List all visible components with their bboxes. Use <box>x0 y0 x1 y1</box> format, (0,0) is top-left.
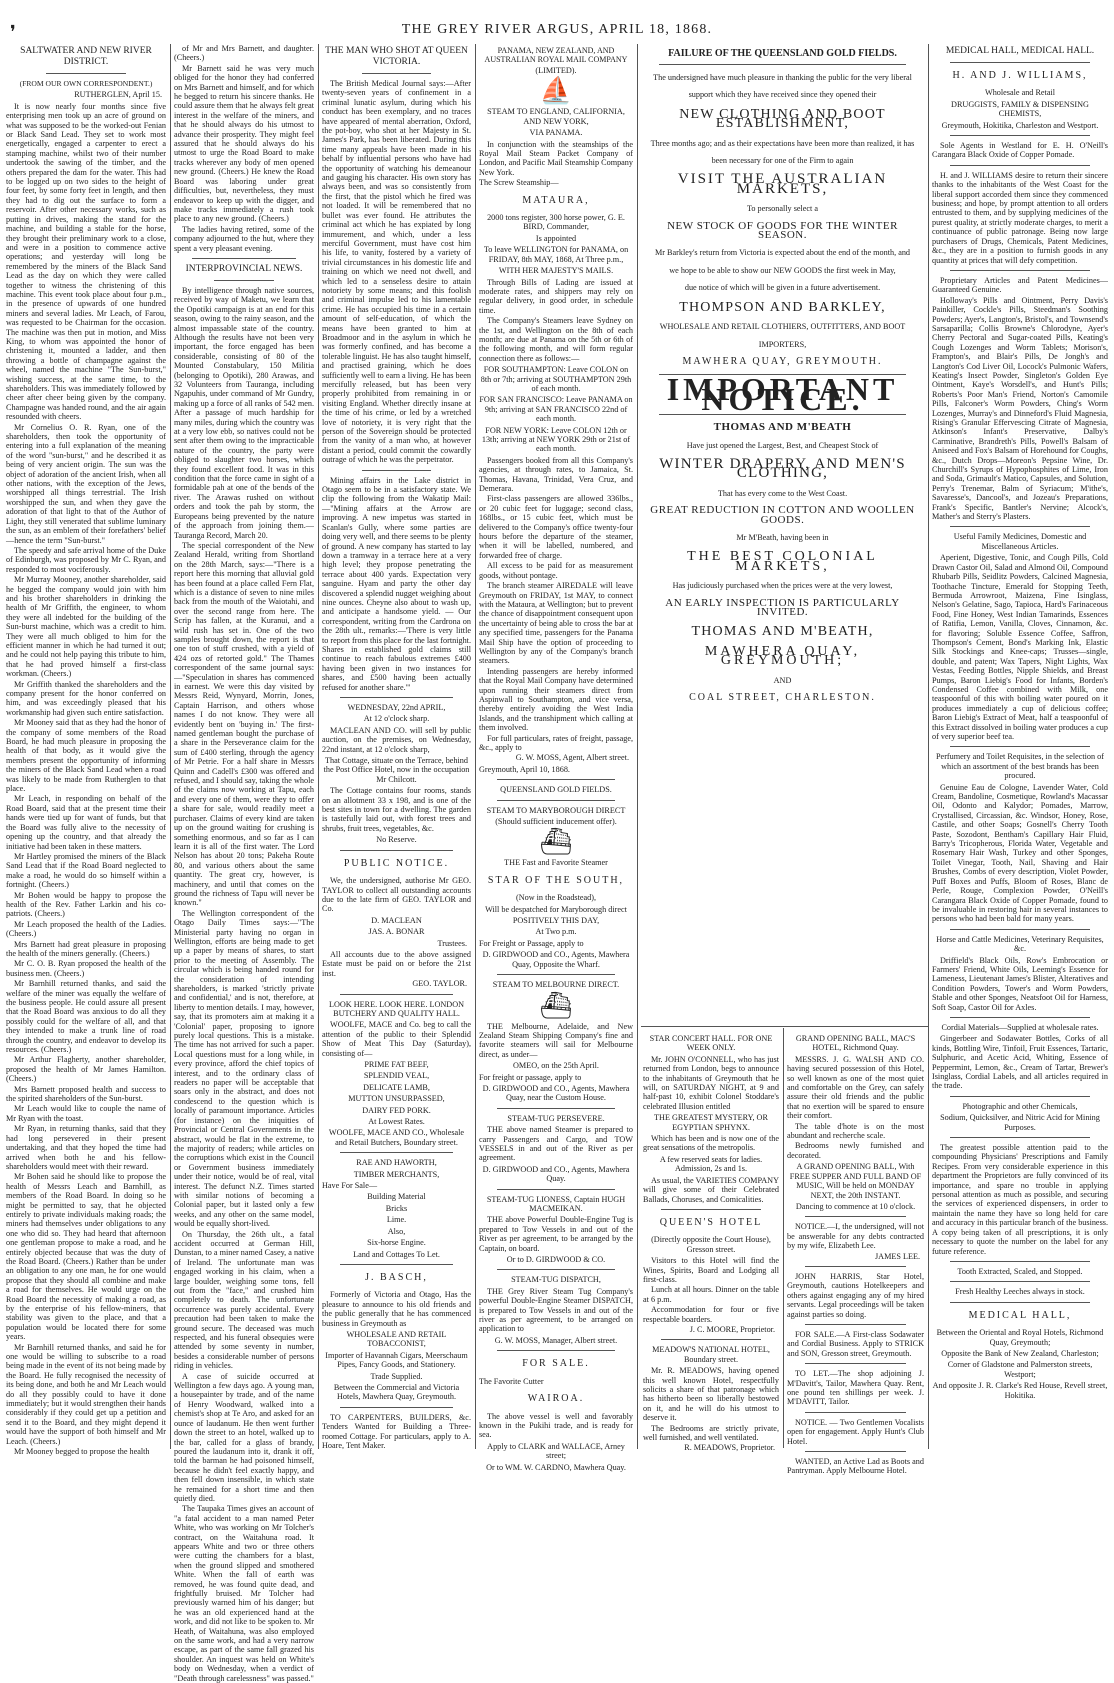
divider <box>950 1017 1090 1018</box>
paragraph: In conjunction with the steamships of the Royal Mail Steam Packet Company of London, and Pacific Mail Steamship Company New York. <box>479 139 633 177</box>
sale-ad: FOR SALE.—A First-class Sodawater and Cordial Business. Apply to STRICK and SON, Gresson street, Greymouth. <box>787 1329 924 1358</box>
paragraph: Aperient, Digestive, Tonic, and Cough Pills, Cold Drawn Castor Oil, Salad and Almond Oil, Compound Rhubarb Pills, Seidlitz Powders, Calcined Magnesia, Toothache Tincture, Emerald for Stopping Teeth, Bermuda Arrowroot, Maizena, Fine Isinglass, Nelson's Gelatine, Sago, Tapioca, Hard's Farinaceous Food, Fine Honey, West Indian Tamarinds, Essences of Ratifia, Lemon, Vanilla, Cloves, Cinnamon, &c. for flavoring; Soluble Essence Coffee, Saffron, Thompson's Cement, Bond's Marking Ink, Elastic Silk Stockings and Knee-caps; Trusses—single, double, and patent; Wax Tapers, Night Lights, Wax Vestas, Feeding Bottles, Nipple Shields, and Breast Pumps, Baron Liebig's Food for Infants, Borden's Condensed Coffee combined with Milk, one teaspoonful of this with boiling water poured on it produces immediately a cup of delicious coffee; Baron Liebig's Extract of Meat, half a teaspoonful of this Extract dissolved in boiling water produces a cup of very superior beef tea. <box>932 553 1108 741</box>
article-heading: INTERPROVINCIAL NEWS. <box>185 263 303 274</box>
section-title: STEAM-TUG LIONESS, Captain HUGH MACMEIKAN. <box>486 1194 626 1213</box>
screw-label: The Screw Steamship— <box>479 178 559 188</box>
ship-icon: ⛵ <box>539 76 573 106</box>
notice-ad: NOTICE. — Two Gentlemen Vocalists open for engagement. Apply Hunt's Club Hotel. <box>787 1417 924 1446</box>
paragraph: THE Grey River Steam Tug Company's powerful Double-Engine Steamer DISPATCH, is prepared to Tow Vessels in and out of the river as per agreement, to be arranged on application to <box>479 1286 633 1334</box>
paragraph: Which has been and is now one of the great sensations of the metropolis. <box>643 1134 779 1153</box>
ship-icon: ⛴ <box>539 827 573 857</box>
divider <box>497 974 615 975</box>
butchery-item: DAIRY FED PORK. <box>362 1105 431 1115</box>
byline: (FROM OUR OWN CORRESPONDENT.) <box>19 79 153 88</box>
important-notice: IMPORTANT NOTICE. <box>666 371 899 417</box>
basch-trade: WHOLESALE AND RETAIL TOBACCONIST, <box>346 1329 447 1349</box>
butchery-firm: WOOLFE, MACE AND CO., Wholesale and Retail Butchers, Boundary street. <box>328 1128 465 1147</box>
paragraph: The table d'hote is on the most abundant and recherche scale. <box>787 1121 924 1141</box>
column-bottom-right <box>787 1032 924 1476</box>
paragraph: Gingerbeer and Sodawater Bottles, Corks of all kinds, Bottling Wire, Tinfoil, Fruit Essences, Tartaric, Sulphuric, and Acetic Acid, Whiting, Essence of Peppermint, Lemon, &c., Cream of Tartar, Brewer's Isinglass, Cordial Labels, and all articles required in the trade. <box>932 1034 1108 1091</box>
timber-item: Building Material <box>367 1192 426 1202</box>
notice-trustees: Trustees. <box>437 938 467 948</box>
paragraph: Mr Barnhill returned thanks, and said he for one would be willing to subscribe to a road being made in the event of its not being made by the Board. He fully recognised the necessity of its being done, and both he and Mr Leach would do all they possibly could to have it done immediately; but it would strengthen their hands considerably if they could get up a petition and send it to the Board, and they might depend it would have the support of both himself and Mr Leach. (Cheers.) <box>6 1342 166 1446</box>
limited-note: (LIMITED). <box>535 66 577 75</box>
leave-note: To leave WELLINGTON for PANAMA, on FRIDAY, 8th MAY, 1868, At Three p.m., <box>483 245 629 264</box>
sale-reserve: No Reserve. <box>376 835 417 845</box>
basch-importer: Importer of Havannah Cigars, Meerschaum Pipes, Fancy Goods, and Stationery. <box>325 1350 468 1370</box>
divider <box>950 62 1090 63</box>
star-agent: D. GIRDWOOD and CO., Agents, Mawhera Quay, Opposite the Wharf. <box>482 950 630 969</box>
leeches-line: Fresh Healthy Leeches always in stock. <box>955 1287 1085 1297</box>
paragraph: The Bedrooms are strictly private, well furnished, and well ventilated. <box>643 1423 779 1443</box>
paragraph: THE above Powerful Double-Engine Tug is prepared to Tow Vessels in and out of the River as per agreement, to be arranged by the Captain, on board. <box>479 1215 633 1253</box>
divider <box>950 1281 1090 1282</box>
star-intro: THE Fast and Favorite Steamer <box>504 858 608 868</box>
paragraph: Mr Murray Mooney, another shareholder, said he begged the company would join with him and his brother shareholders in drinking the health of Mr Griffith, the engineer, to whom they were all indebted for the building of the Sun-burst machine, which was a credit to him. They were all much obliged to him for the efficient manner in which he had turned it out; and he could not help paying this tribute to him, that he had proved himself a first-class workman. (Cheers.) <box>6 575 166 679</box>
tug-agent: G. W. MOSS, Manager, Albert street. <box>494 1335 618 1345</box>
paragraph: Mr Ryan, in returning thanks, said that they had long persevered in their present undertaking, and that they hoped the time had arrived when both he and his fellow-shareholders would meet with their reward. <box>6 1124 166 1171</box>
three-line: Three months ago; and as their expectations have been more than realized, it has <box>650 138 915 148</box>
inspection-headline: AN EARLY INSPECTION IS PARTICULARLY INVITED. <box>665 596 900 618</box>
divider <box>641 1026 928 1027</box>
paragraph: The British Medical Journal says:—After twenty-seven years of confinement in a criminal lunatic asylum, during which his conduct has been exemplary, and no traces have appeared of mental aberration, Oxford, the pot-boy, who shot at her Majesty in St. James's Park, has been liberated. During this time many appeals have been made in his behalf by influential persons who have had the opportunity of watching his demeanour and gauging his character. His own story has always been, and was so consistently from the first, that the pistol which he fired was not loaded. It will be remembered that no bullet was ever found. He attributes the criminal act which he has expiated by long immurement, and which, under a less merciful Government, must have cost him his life, to vanity, fostered by a variety of trivial circumstances in his domestic life and training on which we need not dwell, and which led to a senseless desire to attain notoriety by some means; and this foolish and criminal impulse led to his lamentable crime. He has occupied his time in a certain amount of self-education, of which the means have been granted to him at Broadmoor and in the asylum in which he was formerly confined, and has become a tolerable linguist. He has also taught himself, and practised graining, which he does sufficiently well to earn a living. He has been mercifully released, but has been very properly prohibited from remaining in or visiting England. Whether directly insane at the time of his crime, or led by a wretched love of notoriety, it is very right that the person of the Sovereign should be protected from the vanity of a man who, at however distant a period, could commit the cowardly outrage of which he was the perpetrator. <box>322 79 471 465</box>
paragraph: Passengers booked from all this Company's agencies, at through rates, to Jamaica, St. Thomas, Havana, Trinidad, Vera Cruz, and Demerara. <box>479 455 633 494</box>
harris-ad: JOHN HARRIS, Star Hotel, Greymouth, cautions Hotelkeepers and others against engaging any of my hired servants. Legal proceedings will be taken against parties so doing. <box>787 1271 924 1319</box>
mystery-title: THE GREATEST MYSTERY, OR EGYPTIAN SPHYNX. <box>654 1113 768 1132</box>
intro-line: The undersigned have much pleasure in thanking the public for the very liberal <box>653 73 912 82</box>
address-line: MAWHERA QUAY, GREYMOUTH; <box>704 643 861 669</box>
omeo-note: OMEO, on the 25th April. <box>513 1061 599 1071</box>
divider <box>340 697 453 698</box>
route-sanfrancisco: FOR SAN FRANCISCO: Leave PANAMA on 9th; arriving at SAN FRANCISCO 22nd of each month. <box>479 395 633 424</box>
notice-body: We, the undersigned, authorise Mr GEO. TAYLOR to collect all outstanding accounts due to the late firm of GEO. TAYLOR and Co. <box>322 876 471 914</box>
paragraph: The Company's Steamers leave Sydney on the 1st, and Wellington on the 8th of each month; are due at Panama on the 5th or 6th of the following month, and will form regular connection there as follows:— <box>479 316 633 363</box>
ship-name: MATAURA, <box>522 194 590 206</box>
paragraph: All excess to be paid for as measurement goods, without pontage. <box>479 561 633 580</box>
divider <box>950 526 1090 527</box>
sale-time: At 12 o'clock sharp. <box>363 714 430 724</box>
paragraph: Mr Bohen would be happy to propose the health of the Rev. Father Larkin and his co-patriots. (Cheers.) <box>6 890 166 919</box>
timber-item: Six-horse Engine. <box>367 1238 426 1248</box>
wholesale-line: WHOLESALE AND RETAIL CLOTHIERS, OUTFITTERS, AND BOOT <box>659 322 906 332</box>
butchery-item: MUTTON UNSURPASSED, <box>348 1094 445 1104</box>
ship-icon: ⛴ <box>539 990 573 1020</box>
paragraph: Mr Leach, in responding on behalf of the Road Board, said that at the present time their hands were tied up for want of funds, but that the Board was fully alive to the necessity of opening up the country, and that already the initiative had been taken in these matters. <box>6 794 166 851</box>
star-apply: For Freight or Passage, apply to <box>479 938 584 948</box>
queens-title: QUEEN'S HOTEL <box>659 1216 763 1228</box>
divider <box>950 165 1090 166</box>
paragraph: Mr Griffith thanked the shareholders and the company present for the honor conferred on him, and was exceedingly pleased that his workmanship had given such entire satisfaction. <box>6 679 166 717</box>
appointed-note: Is appointed <box>535 233 577 243</box>
paragraph: Mr Barnhill returned thanks, and said the welfare of the miner was equally the welfare of the business people. He could assure all present that the Road Board was anxious to do all they possibly could for the welfare of all, and that they intended to make a trunk line of road through the country, and endeavor to develop its resources. (Cheers.) <box>6 979 166 1055</box>
sale-body: MACLEAN AND CO. will sell by public auction, on the premises, on Wednesday, 22nd instant, at 12 o'clock sharp, <box>322 725 471 754</box>
timber-forsale: Have For Sale— <box>322 1181 378 1191</box>
section-title: STEAM TO MELBOURNE DIRECT. <box>492 980 620 990</box>
steam-title: STEAM TO ENGLAND, CALIFORNIA, AND NEW YORK, <box>487 107 625 126</box>
paragraph: Mr Hartley promised the miners of the Black Sand Lead that if the Road Board neglected to make a road, he would do so himself within a fortnight. (Cheers.) <box>6 851 166 890</box>
butchery-item: SPLENDID VEAL, <box>363 1071 430 1081</box>
visit-headline: VISIT THE AUSTRALIAN MARKETS, <box>677 171 888 197</box>
personally: To personally select a <box>746 204 819 214</box>
drapery-headline: WINTER DRAPERY, AND MEN'S CLOTHING, <box>659 455 906 482</box>
butchery-item: DELICATE LAMB, <box>363 1082 430 1092</box>
dateline: Greymouth, April 10, 1868. <box>479 764 570 774</box>
section-title: Horse and Cattle Medicines, Veterinary Requisites, &c. <box>936 934 1104 954</box>
let-ad: TO LET.—The shop adjoining J. M'Davitt's, Tailor, Mawhera Quay. Rent, one pound ten shillings per week. J. M'DAVITT, Tailor. <box>787 1369 924 1407</box>
establishment: NEW CLOTHING AND BOOT ESTABLISHMENT, <box>679 106 886 132</box>
timber-item: Also, <box>387 1226 406 1236</box>
divider <box>950 135 1090 136</box>
wanted-ad: WANTED, an Active Lad as Boots and Pantryman. Apply Melbourne Hotel. <box>787 1457 924 1476</box>
section-title: Sodium, Quicksilver, and Nitric Acid for Mining Purposes. <box>940 1113 1100 1132</box>
paragraph: Mrs Barnett had great pleasure in proposing the health of the miners generally. (Cheers.) <box>6 939 166 958</box>
queens-sig: J. C. MOORE, Proprietor. <box>689 1324 775 1334</box>
paragraph: H. and J. WILLIAMS desire to return their sincere thanks to the inhabitants of the West Coast for the liberal support accorded them since they commenced business; and hope, by prompt attention to all orders entrusted to them, and by supplying medicines of the purest quality, at strictly moderate charges, to merit a continuance of public patronage. Being now large purchasers of Drugs, Chemicals, Patent Medicines, &c., they are in a position to furnish goods in any quantity at prices that will defy competition. <box>932 170 1108 265</box>
notice-signatory: GEO. TAYLOR. <box>412 979 467 989</box>
timber-sub: TIMBER MERCHANTS, <box>353 1169 440 1179</box>
section-title: Useful Family Medicines, Domestic and Miscellaneous Articles. <box>953 532 1087 551</box>
coal-line: COAL STREET, CHARLESTON. <box>689 692 876 704</box>
divider <box>362 73 431 74</box>
paragraph: Mr Leach proposed the health of the Ladies. (Cheers.) <box>6 919 166 939</box>
importers-line: IMPORTERS, <box>758 339 807 349</box>
star-sub: (Now in the Roadstead), <box>515 893 597 903</box>
route-newyork: FOR NEW YORK: Leave COLON 12th or 13th; arriving at NEW YORK 29th or 21st of each month. <box>481 425 631 454</box>
paragraph: The speedy and safe arrival home of the Duke of Edinburgh, was proposed by Mr C. Ryan, and responded to most vociferously. <box>6 545 166 574</box>
paragraph: THE Melbourne, Adelaide, and New Zealand Steam Shipping Company's fine and favorite steamers will sail for Melbourne direct, as under— <box>479 1021 633 1059</box>
section-title: Perfumery and Toilet Requisites, in the selection of which an assortment of the best brands has been procured. <box>936 752 1104 781</box>
paragraph: The greatest possible attention paid to the compounding Physicians' Prescriptions and Family Recipes. From very considerable experience in this department the Proprietors are fully convinced of its importance, and spare no trouble in applying personal attention as much as possible, and securing the services of experienced dispensers, in order to maintain the name they have so long held for care and accuracy in this particular branch of the business. A copy being taken of all prescriptions, it is only necessary to quote the number on the label for any future reference. <box>932 1143 1108 1256</box>
timber-item: Bricks <box>385 1203 408 1213</box>
divider <box>192 258 296 259</box>
firm-name: H. AND J. WILLIAMS, <box>952 70 1088 81</box>
paragraph: On Thursday, the 26th ult., a fatal accident occurred at German Hill, Dunstan, to a miner named Casey, a native of Ireland. The unfortunate man was engaged working in his claim, when a large boulder, weighing some tons, fell out from the "face," and crushed him completely to death. The unfortunate occurrence was purely accidental. Every precaution had been taken to make the ground secure. The deceased was much respected, and his funeral obsequies were attended by some seventy in number, besides a considerable number of persons riding in vehicles. <box>174 1229 314 1371</box>
divider <box>805 1412 906 1413</box>
divider <box>950 270 1090 271</box>
paragraph: Intending passengers are hereby informed that the Royal Mail Company have determined upon running their steamers direct from Aspinwall to Southampton, and vice versa, thereby entirely avoiding the West India Islands, and the transhipment which calling at them involved. <box>479 666 633 733</box>
sale-item: That Cottage, situate on the Terrace, behind the Post Office Hotel, now in the occupation Mr Chilcott. <box>323 756 470 784</box>
paragraph: Mr C. O. B. Ryan proposed the health of the business men. (Cheers.) <box>6 959 166 978</box>
column-rule <box>783 1028 784 1448</box>
paragraph: The Wellington correspondent of the Otago Daily Times says:—"The Ministerial party having no organ in Wellington, efforts are being made to get up a paper by means of shares, to start prior to the meeting of Assembly. The circular which is being handed round for the consideration of intending shareholders, is marked 'strictly private and confidential,' and is not, therefore, at liberty to mention details. I may, however, say, that its promoters aim at making it a 'Colonial' paper, proposing to ignore purely local questions. This is a mistake. The time has not arrived for such a paper. Local questions must for a long while, in every province, afford the chief topics of interest, and to the ordinary class of readers no paper will be acceptable that soars only in the abstract, and does not condescend to the question which is locally of paramount importance. Articles (for instance) on the iniquities of Provincial or Central Governments in the abstract, would be flat in the extreme, to the majority of readers; while articles on the corruptions which exist in the Council or Government business immediately under their notice, would be of real, vital interest. The defunct N.Z. Times started with similar notions of becoming a Colonial paper, but it lasted only a few weeks, and any other on the same model, would be equally short-lived. <box>174 908 314 1229</box>
divider <box>805 1266 906 1267</box>
via-note: VIA PANAMA. <box>529 128 583 138</box>
firm-name: THOMAS AND M'BEATH <box>713 421 852 434</box>
notice-title: PUBLIC NOTICE. <box>343 857 450 869</box>
paragraph: By intelligence through native sources, received by way of Maketu, we learn that the Opotiki campaign is at an end for this season, owing to the rainy season, and the almost impassable state of the country. Although the results have not been very important, the force engaged has been considerable, consisting of 80 of the Mounted Constabulary, 150 Militia (belonging to Opotiki), 280 Arawas, and 32 Volunteers from Tauranga, including Ngapuhis, under command of Mr Gundry, making up a force of all ranks of 542 men. After a passage of much hardship for many miles, during which the country was at a very low ebb, so natives could not be sent after them owing to the impracticable nature of the country, the party were obliged to slaughter two horses, which they found excellent food. It was in this condition that the force came in sight of a formidable pah at one of the bends of the river. The Arawas rushed on without orders and took the pah by storm, the Europeans being prevented by the nature of the approach from joining them.—Tauranga Record, March 20. <box>174 285 314 540</box>
newstock: NEW STOCK OF GOODS FOR THE WINTER SEASON. <box>667 219 898 242</box>
column-man-who-shot <box>322 44 471 1449</box>
paragraph: Mr Cornelius O. R. Ryan, one of the shareholders, then took the opportunity of entering into a full explanation of the meaning of the word "sun-burst," and he described it as being of very ancient origin. The sun was the object of adoration of the ancient Irish, when all other nations, with the exception of the Jews, worshipped all things terrestrial. The Irish worshipped the sun, and when they gave the adoration of that light to that of the Author of Light, they still venerated that sublime luminary the sun, as an emblem of their forefathers' belief—hence the term "Sun-burst." <box>6 422 166 545</box>
hall-address: Opposite the Bank of New Zealand, Charleston; <box>941 1348 1099 1358</box>
paragraph: Sole Agents in Westland for E. H. O'Neill's Carangara Black Oxide of Copper Pomade. <box>932 141 1108 160</box>
divider <box>340 1407 453 1408</box>
corner-mark: ❜ <box>10 22 16 42</box>
star-day: POSITIVELY THIS DAY, <box>512 916 600 926</box>
paragraph: Proprietary Articles and Patent Medicines—Guaranteed Genuine. <box>932 275 1108 295</box>
paragraph: The above vessel is well and favorably known in the Pukihi trade, and is ready for sea. <box>479 1411 633 1440</box>
medical-sub: Wholesale and Retail <box>984 88 1056 98</box>
paragraph: Holloway's Pills and Ointment, Perry Davis's Painkiller, Cockle's Pills, Steedman's Soothing Powders; Ayer's, Langton's, Bristol's, and Townsend's Sarsaparilla; Collis Browne's Chlorodyne, Ayer's Cherry Pectoral and Sugar-coated Pills, Keating's Cough Lozenges and Worm Tablets; Morison's, Frampton's, and Blair's Pills, De Jongh's and Langton's Cod Liver Oil, Locock's Pulmonic Wafers, Keating's Insect Powder, Singleton's Golden Eye Ointment, Kaye's Worsdell's, and Hunt's Pills; Roberts's Poor Man's Friend, Norton's Camomile Pills, Falconer's Worm Powders, Ching's Worm Lozenges, Murray's and Dinneford's Fluid Magnesia, Rising's Granular Effervescing Citrate of Magnesia, Atkinson's Infant's Preservative, Dalby's Carminative, Brandreth's Pills, Powell's Balsam of Aniseed and Fox's Balsam of Horehound for Coughs, &c., Dutch Drops—Moreon's Pepsine Wine, Dr. Churchill's Syrups of Hypophosphites of Lime, Iron and Soda, Grimault's Matico, Capsules, and Solution, Perry's Trenemar, Balm of Syriacum; M'ithe's, Savaresse's, Dancool's, and Jozeau's Preparations, Frank's Specific, Bantler's Nervine; Alcock's, Mather's and Sterry's Plasters. <box>932 295 1108 522</box>
divider <box>950 1302 1090 1303</box>
medical-sub: DRUGGISTS, FAMILY & DISPENSING CHEMISTS, <box>951 99 1089 119</box>
cutter-or: Or to WM. W. CARDNO, Mawhera Quay. <box>486 1462 626 1472</box>
paragraph: Mr. JOHN O'CONNELL, who has just returned from London, begs to announce to the inhabitants of Greymouth that he will, on SATURDAY NIGHT, at 9 and half-past 10, exhibit Colonel Stoddare's celebrated Illusion entitled <box>643 1054 779 1111</box>
hall-address: And opposite J. R. Clarke's Red House, Revell street, Hokitika. <box>932 1381 1108 1400</box>
notice-signatory: D. MACLEAN <box>371 915 422 925</box>
paragraph: As usual, the VARIETIES COMPANY will give some of their Celebrated Ballads, Choruses, and Comicalities. <box>643 1175 779 1204</box>
paragraph: Mr. R. MEADOWS, having opened this well known Hotel, respectfully solicits a share of that patronage which has hitherto been so liberally bestowed on it, and he will do his utmost to deserve it. <box>643 1366 779 1423</box>
column-rule <box>170 44 171 1449</box>
paragraph: Mr Mooney said that as they had the honor of the company of some members of the Road Board, he had much pleasure in proposing the health of that body, as it would give the members present the opportunity of informing the miners of the Black Sand Lead when a road was likely to be made from Rutherglen to that place. <box>6 718 166 794</box>
divider <box>661 1339 761 1340</box>
paragraph: The ladies having retired, some of the company adjourned to the hut, where they spent a very pleasant evening. <box>174 224 314 253</box>
sale-desc: The Cottage contains four rooms, stands on an allotment 33 x 198, and is one of the best sites in town for a dwelling. The garden is tastefully laid out, with forest trees and shrubs, fruit trees, vegetables, &c. <box>322 786 471 833</box>
section-title: FOR SALE. <box>522 1358 590 1370</box>
section-title: QUEENSLAND GOLD FIELDS. <box>500 785 612 795</box>
paragraph: The special correspondent of the New Zealand Herald, writing from Shortland on the 28th March, says:—"There is a report here this morning that alluvial gold has been found at a place called Fern Flat, which is a distance of seven to nine miles back from the mouth of the Waiotahi, and over the second range from here. The Scrip has fallen, at the Kuranui, and a wild rush has set in. One of the two samples brought down, the report is that one ton of stuff crushed, with a yield of 424 ozs of retorted gold." The Thames correspondent of the same journal says:—"Speculation in shares has commenced in earnest. We were this day visited by Messrs Reid, Wynyard, Morrin, Jones, Captain Harrison, and others whose names I do not know. They were all evidently bent on 'buying in.' The first-named gentleman bought the purchase of a share in the Perseverance claim for the sum of £400 sterling, through the agency of Mr Petrie. For a half share in Messrs Quinn and Cadell's £300 was offered and refused, and I should say, taking the whole of the claims now working at Tapu, each and every one of them, were they to offer a share for sale, would readily meet a purchaser. Claims of every kind are taken up on the ground waiting for crushing is something enormous, and so far as I can learn it is all of the first water. The Lord Nelson has about 20 tons; Pakeha Route 80, and various others about the same quantity. The great cry, however, is machinery, and until that comes on the ground the richness of Tapu will never be known." <box>174 540 314 908</box>
tug-agent: D. GIRDWOOD and CO., Agents, Mawhera Quay. <box>482 1164 630 1184</box>
paragraph: Mr Bohen said he should like to propose the health of Messrs Leach and Barnhill, as members of the Road Board. In doing so he might be permitted to say, that he objected entirely to private individuals making roads; the miners had themselves under obligations to any one who did so. They had heard that afternoon one gentleman propose to make a road, and he entirely objected because that was the duty of the Road Board. (Cheers.) Rather than be under an obligation to any one man, he for one would propose that they should all combine and make a road for themselves. He would urge on the Road Board the necessity of making a road, as by the enterprise of his fellow-miners, that stability was given to the place, and that a population would be located there for some years. <box>6 1172 166 1342</box>
paragraph: Accommodation for four or five respectable boarders. <box>643 1305 779 1324</box>
column-saltwater <box>6 44 166 1457</box>
paragraph: Through Bills of Lading are issued at moderate rates, and shippers may rely on regular delivery, in good order, in schedule time. <box>479 277 633 315</box>
agent-signature: G. W. MOSS, Agent, Albert street. <box>515 753 629 763</box>
paragraph: Mr Mooney begged to propose the health <box>14 1447 150 1457</box>
tug-agent: Or to D. GIRDWOOD & CO. <box>506 1255 606 1265</box>
address-line: MAWHERA QUAY, GREYMOUTH. <box>682 355 883 367</box>
basch-title: J. BASCH, <box>365 1271 428 1283</box>
paragraph: The Taupaka Times gives an account of "a fatal accident to a man named Peter White, who was working on Mr Tolcher's contract, on the Waitahuna road. It appears White and two or three others were cutting the chambers for a blast, when the ground slipped and smothered White. When the fall of earth was removed, he was found quite dead, and frightfully bruised. Mr Tolcher had previously warned him of his danger; but he was an old experienced hand at the work, and did not like to be spoken to. Mr Heath, of Waitahuna, was also employed on the same work, and had a very narrow escape, as part of the same fall grazed his shoulder. An inquest was held on White's body on Wednesday, when a verdict of "Death through carelessness" was passed." <box>174 1504 314 1683</box>
barkley-line: we hope to be able to show our NEW GOODS the first week in May, <box>669 265 896 275</box>
reduction-headline: GREAT REDUCTION IN COTTON AND WOOLLEN GOODS. <box>650 504 915 526</box>
section-title: STEAM-TUG PERSEVERE. <box>507 1113 605 1123</box>
paragraph: MESSRS. J. G. WALSH AND CO. having secured possession of this Hotel, so well known as one of the most quiet and comfortable on the Grey, can safely assure their old friends and the public that no exertion will be spared to ensure their comfort. <box>787 1054 924 1121</box>
notice-ad: NOTICE.—I, the undersigned, will not be answerable for any debts contracted by my wife, Elizabeth Lee. <box>787 1222 924 1251</box>
divider <box>659 64 906 65</box>
notice-sig: JAMES LEE. <box>874 1251 920 1261</box>
divider <box>340 850 453 851</box>
basch-supplied: Trade Supplied. <box>370 1371 423 1381</box>
article-heading: PANAMA, NEW ZEALAND, AND AUSTRALIAN ROYAL MAIL COMPANY <box>484 46 628 64</box>
article-heading: SALTWATER AND NEW RIVER DISTRICT. <box>20 46 152 67</box>
column-rule <box>318 44 319 1449</box>
dateline: RUTHERGLEN, April 15. <box>74 90 162 100</box>
timber-title: RAE AND HAWORTH, <box>356 1158 437 1168</box>
just-line: Have just opened the Largest, Best, and Cheapest Stock of <box>686 440 879 450</box>
star-time: At Two p.m. <box>535 927 577 937</box>
butchery-title: LOOK HERE. LOOK HERE. LONDON BUTCHERY AND QUALITY HALL. <box>328 999 465 1018</box>
paragraph: Driffield's Black Oils, Row's Embrocation or Farmers' Friend, White Oils, Leeming's Essence for Lameness, Lieutenant James's Blister, Alteratives and Condition Powders, Tower's and Worm Powders, Stable and other Sponges, Neatsfoot Oil for Harness, Soft Soap, Castor Oil for Axles. <box>932 955 1108 1012</box>
medical-title: MEDICAL HALL, MEDICAL HALL. <box>945 46 1095 56</box>
sale-date: WEDNESDAY, 22nd APRIL, <box>347 703 446 712</box>
barkley-line: due notice of which will be given in a future advertisement. <box>684 283 881 293</box>
firm-name: THOMPSON AND BARKLEY, <box>679 299 886 315</box>
basch-address: Between the Commercial and Victoria Hotels, Mawhera Quay, Greymouth. <box>333 1382 460 1402</box>
divider <box>950 1096 1090 1097</box>
divider <box>497 1108 615 1109</box>
paragraph: The branch steamer AIREDALE will leave Greymouth on FRIDAY, 1st MAY, to connect with the Mataura, at Wellington; but to prevent the chance of disappointment consequent upon the uncertainty of being able to cross the bar at any specified time, passengers for the Panama Mail Ship have the option of proceeding to Wellington by any of the Company's branch steamers. <box>479 581 633 666</box>
reserved-note: A few reserved seats for ladies. Admission, 2s and 1s. <box>659 1154 763 1174</box>
melb-apply: For freight or passage, apply to <box>479 1072 582 1082</box>
meadow-title: MEADOW'S NATIONAL HOTEL, Boundary street. <box>652 1345 770 1364</box>
paragraph: Mr Arthur Flagherty, another shareholder, proposed the health of Mr James Hamilton. (Cheers.) <box>6 1055 166 1084</box>
divider <box>340 1264 453 1265</box>
ball-title: GRAND OPENING BALL, MAC'S HOTEL, Richmond Quay. <box>795 1034 916 1053</box>
butchery-footer: At Lowest Rates. <box>368 1117 425 1127</box>
paragraph: Mr Leach would like to couple the name of Mr Ryan with the toast. <box>6 1104 166 1123</box>
divider <box>46 73 126 74</box>
hall-title: MEDICAL HALL, <box>968 1309 1072 1321</box>
column-medical-hall <box>932 44 1108 1449</box>
mails-note: WITH HER MAJESTY'S MAILS. <box>498 266 614 276</box>
meadow-sig: R. MEADOWS, Proprietor. <box>684 1443 775 1453</box>
failure-heading: FAILURE OF THE QUEENSLAND GOLD FIELDS. <box>668 48 897 59</box>
divider <box>497 1350 615 1351</box>
paragraph: Mining affairs in the Lake district in Otago seem to be in a satisfactory state. We clip the following from the Wakatip Mail:—"Mining affairs at the Arrow are improving. A new impetus was started in Scanlan's Gully, where some parties are doing very well, and there seems to be plenty of ground. A new company has started to lay down a tramway in a terrace here at a very high level; they propose penetrating the terrace about 400 yards. Expectation very sanguine. Hyam and party the other day discovered a splendid nugget weighing about nine ounces. Cheyne also about to wash up, and anticipate a handsome yield. — Our correspondent, writing from the Cardrona on the 28th ult., remarks:—'There is very little to report from this place for the last fortnight. Shares in established gold claims still continue to reach fabulous extremes £400 having been given in two instances for shares, and £500 having been actually refused for another share.'" <box>322 475 471 692</box>
section-sub: (Should sufficient inducement offer). <box>495 817 617 827</box>
cutter-intro: The Favorite Cutter <box>479 1376 544 1386</box>
timber-item: Lime. <box>386 1215 407 1225</box>
ship-tons: 2000 tons register, 300 horse power, G. E. BIRD, Commander, <box>487 213 625 232</box>
divider <box>661 1209 761 1210</box>
paragraph: of Mr and Mrs Barnett, and daughter. (Cheers.) <box>174 44 314 63</box>
paragraph: Mr Barnett said he was very much obliged for the honor they had conferred on Mrs Barnett and himself, and for which he begged to return his sincere thanks. He could assure them that he always felt great interest in the welfare of the miners, and that he should always do his utmost to advance their prosperity. They might feel assured that he should always do his utmost to urge the Road Board to make tracks wherever any body of men opened new ground. (Cheers.) He knew the Road Board was laboring under great difficulties, but, nevertheless, they must endeavor to keep up with the digger, and make tracks immediately a rush took place to any new ground. (Cheers.) <box>174 63 314 224</box>
divider <box>340 1152 453 1153</box>
medical-towns: Greymouth, Hokitika, Charleston and Westport. <box>941 120 1099 130</box>
section-title: STEAM TO MARYBOROUGH DIRECT <box>486 805 626 815</box>
column-interprovincial <box>174 44 314 1683</box>
column-shipping <box>479 44 633 1472</box>
section-title: Photographic and other Chemicals, <box>962 1101 1078 1111</box>
melb-agent: D. GIRDWOOD and CO., Agents, Mawhera Quay, near the Custom House. <box>482 1083 630 1103</box>
divider <box>497 800 615 801</box>
section-title: STEAM-TUG DISPATCH, <box>511 1275 601 1285</box>
ship-name: STAR OF THE SOUTH, <box>487 874 625 886</box>
intro-line: support which they have received since they opened their <box>688 90 877 100</box>
firm-name: THOMAS AND M'BEATH, <box>691 624 874 640</box>
butchery-item: PRIME FAT BEEF, <box>364 1060 429 1069</box>
teeth-line: Tooth Extracted, Scaled, and Stopped. <box>957 1266 1083 1276</box>
divider <box>362 470 431 471</box>
divider <box>950 1137 1090 1138</box>
ship-name: WAIROA. <box>527 1393 585 1405</box>
column-rule <box>928 44 929 1449</box>
divider <box>340 994 453 995</box>
column-rule <box>637 44 638 1449</box>
ball-event: A GRAND OPENING BALL, With FREE SUPPER AND FULL BAND OF MUSIC, Will be held on MONDAY NEXT, the 20th INSTANT. <box>789 1162 922 1200</box>
beath-line: Mr M'Beath, having been in <box>736 532 829 542</box>
and-line: AND <box>773 675 792 685</box>
hall-address: Corner of Gladstone and Palmerston streets, Westport; <box>947 1360 1093 1379</box>
column-rule <box>475 44 476 1449</box>
timber-footer: Land and Cottages To Let. <box>353 1249 440 1259</box>
carpenters-ad: TO CARPENTERS, BUILDERS, &c. Tenders Wanted for Building a Three-roomed Cottage. For particulars, apply to A. Hoare, Tent Maker. <box>322 1412 471 1450</box>
divider <box>214 280 274 281</box>
column-bottom-left <box>643 1032 779 1453</box>
paragraph: Lunch at all hours. Dinner on the table at 6 p.m. <box>643 1285 779 1304</box>
paragraph: A case of suicide occurred at Wellington a few days ago. A young man, a housepainter by trade, and of the name of Henry Woodward, walked into a chemist's shop at Te Aro, and asked for an ounce of laudanum. He then went further down the street to an hotel, walked up to the bar, called for a glass of brandy, poured the laudanum into it, drank it off, told the barman he had poisoned himself, because he didn't feel exactly happy, and then fell down insensible, in which state he remained for a short time and then quietly died. <box>174 1371 314 1503</box>
divider <box>805 1363 906 1364</box>
hall-address: Between the Oriental and Royal Hotels, Richmond Quay, Greymouth; <box>936 1328 1104 1347</box>
butchery-body: WOOLFE, MACE and Co. beg to call the attention of the public to their Splendid Show of Meat This Day (Saturday), consisting of— <box>322 1020 471 1058</box>
route-southampton: FOR SOUTHAMPTON: Leave COLON on 8th or 7th; arriving at SOUTHAMPTON 29th of each month. <box>480 365 632 393</box>
notice-signatory: JAS. A. BONAR <box>368 927 425 937</box>
paragraph: For full particulars, rates of freight, passage, &c., apply to <box>479 733 633 752</box>
divider <box>950 1261 1090 1262</box>
divider <box>805 1451 906 1452</box>
concert-title: STAR CONCERT HALL. FOR ONE WEEK ONLY. <box>649 1034 773 1053</box>
queens-sub: (Directly opposite the Court House), Gresson street. <box>651 1235 771 1254</box>
section-title: Cordial Materials—Supplied at wholesale rates. <box>941 1022 1099 1032</box>
paragraph: Visitors to this Hotel will find the Wines, Spirits, Board and Lodging all first-class. <box>643 1256 779 1284</box>
masthead: THE GREY RIVER ARGUS, APRIL 18, 1868. <box>401 22 713 37</box>
divider <box>805 1324 906 1325</box>
divider <box>950 746 1090 747</box>
paragraph: THE above named Steamer is prepared to carry Passengers and Cargo, and TOW VESSELS in and out of the River as per agreement. <box>479 1125 633 1163</box>
cutter-apply: Apply to CLARK and WALLACE, Arney street; <box>487 1441 625 1461</box>
divider <box>497 1189 615 1190</box>
article-heading: THE MAN WHO SHOT AT QUEEN VICTORIA. <box>325 46 468 67</box>
paragraph: It is now nearly four months since five enterprising men took up an acre of ground on what was supposed to be the worked-out Fenian or Black Sand Lead. They set to work most energetically, engaged a carpenter to erect a stamping machine, whilst two of their number undertook the sawing of the timber, and the others prepared the dam for the water. This had to be logged up on two sides to the height of four feet, by some forty feet in length, and then they had to dig out the surface to form a reservoir. After other necessary works, such as putting in drives, making the stand for the machine, and building a stable for the horse, they brought their preliminary work to a close, and were in a position to commence active operations; and yesterday will long be remembered by the miners of the Black Sand Lead as the day on which they were called together to witness the christening of this machine. This event took place about four p.m., in the presence of upwards of one hundred miners and several ladies. Mr Leach, of Farou, was requested to be Chairman for the occasion. The machine was then put in motion, and Miss King, to whom was appointed the honor of christening it, mounted a ladder, and then throwing a bottle of champagne against the wheel, named the machine "The Sun-burst," wishing success, at the same time, to the shareholders. This was immediately followed by cheer after cheer being given by the company. Champagne was handed round, and the air again resounded with cheers. <box>6 101 166 422</box>
ball-dance: Dancing to commence at 10 o'clock. <box>795 1201 916 1211</box>
barkley-line: Mr Barkley's return from Victoria is expected about the end of the month, and <box>654 248 911 258</box>
divider <box>950 929 1090 930</box>
divider <box>497 779 615 780</box>
main-advertisement <box>641 44 924 1024</box>
star-body: Will be despatched for Maryborough direct <box>485 904 627 914</box>
purchased-line: Has judiciously purchased when the prices were at the very lowest, <box>672 581 893 591</box>
never-line: That has every come to the West Coast. <box>717 488 848 498</box>
basch-body: Formerly of Victoria and Otago, Has the pleasure to announce to his old friends and the public generally that he has commenced business in Greymouth as <box>322 1290 471 1328</box>
markets-headline: THE BEST COLONIAL MARKETS, <box>687 549 878 574</box>
divider <box>497 1269 615 1270</box>
paragraph: First-class passengers are allowed 336lbs., or 20 cubic feet for luggage; second class, 168lbs., or 15 cubic feet, which must be delivered to the Company's office twenty-four hours before the departure of the steamer, when it will be labelled, numbered, and forwarded free of charge. <box>479 494 633 560</box>
paragraph: Genuine Eau de Cologne, Lavender Water, Cold Cream, Bandoline, Cosmetique, Rowland's Macassar Oil, Odonto and Kalydor; Pomades, Marrow, Crystallised, Circassian, &c. Windsor, Honey, Rose, Castile, and other Soaps; Gosnell's Cherry Tooth Paste, Sozodont, Bentham's Capillary Hair Fluid, Barry's Tricopherous, Florida Water, Vegetable and Rosemary Hair Wash, Turkey and other Sponges, Toilet Vinegar, Tooth, Nail, Shaving and Hair Brushes, Combs of every description, Violet Powder, Puff Boxes and Puffs, Bloom of Roses, Blanc de Perle, Rouge, Complexion Powder, O'Neill's Carangara Black Oxide of Copper Pomade, found to be invaluable in restoring hair in several instances to persons who had been bald for many years. <box>932 782 1108 924</box>
three-line: been necessary for one of the Firm to again <box>711 156 854 166</box>
paragraph: Bedrooms newly furnished and decorated. <box>787 1141 924 1160</box>
divider <box>805 1216 906 1217</box>
paragraph: Mrs Barnett proposed health and success to the spirited shareholders of the Sun-burst. <box>6 1084 166 1104</box>
notice-footer: All accounts due to the above assigned Estate must be paid on or before the 21st inst. <box>322 949 471 978</box>
